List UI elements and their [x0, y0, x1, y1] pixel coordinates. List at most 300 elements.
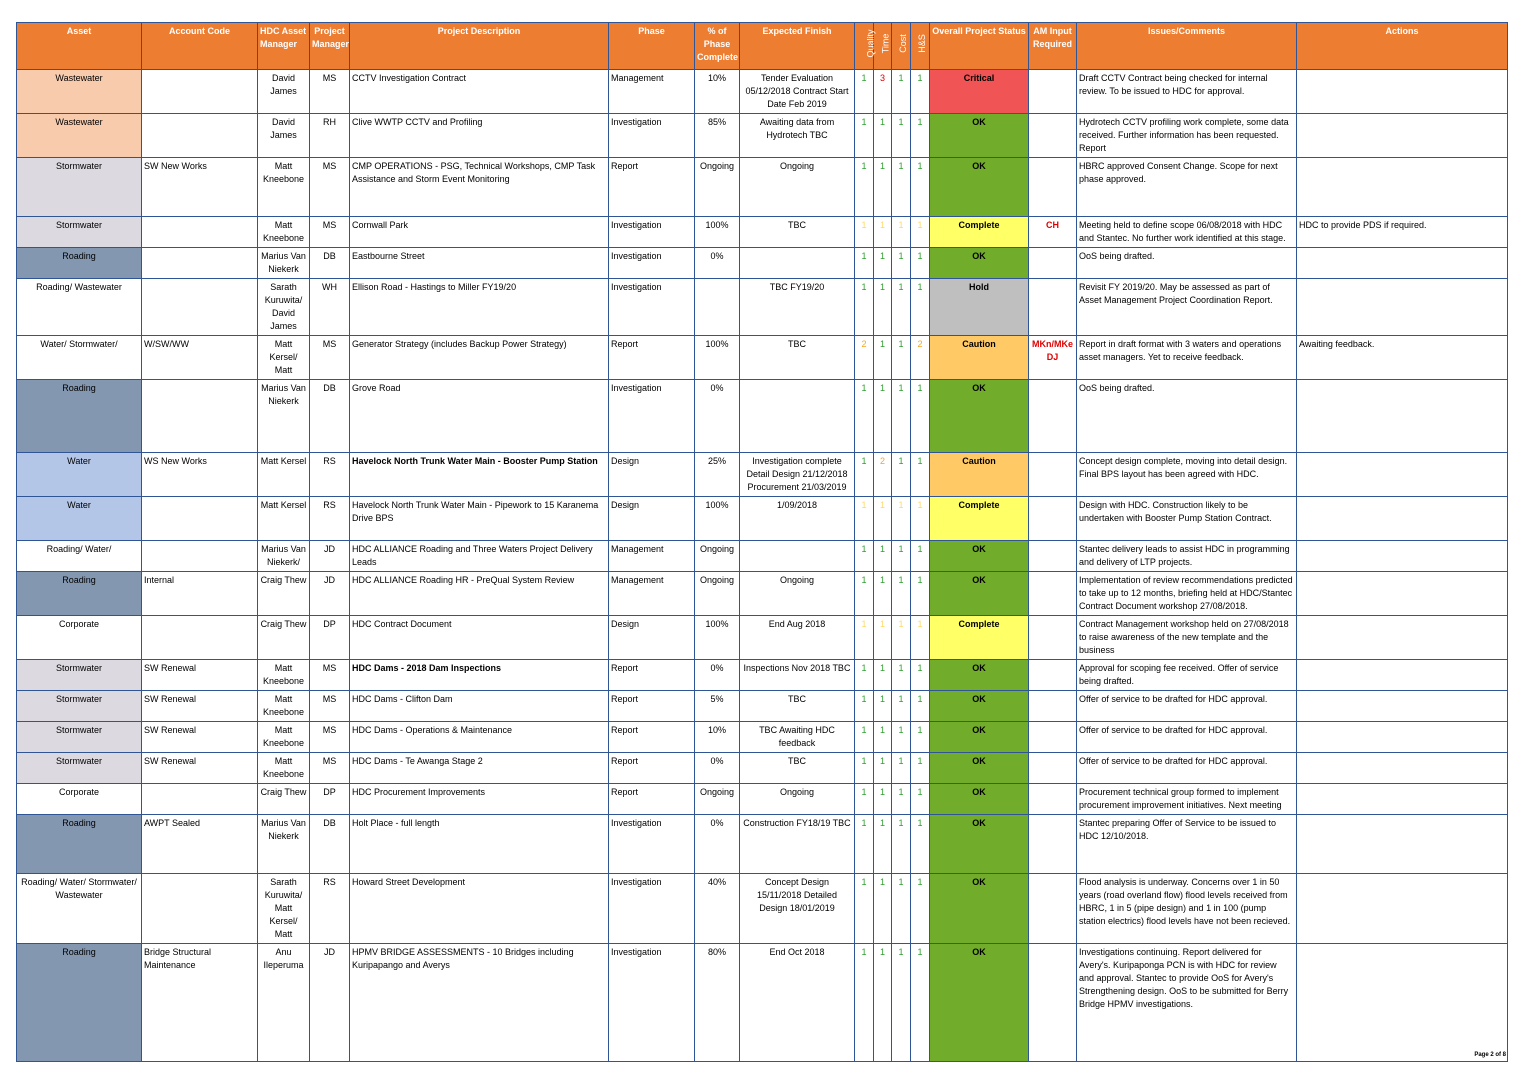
- actions-cell: HDC to provide PDS if required.: [1297, 217, 1508, 248]
- description-cell: HDC Dams - 2018 Dam Inspections: [350, 660, 609, 691]
- hs-indicator: 1: [911, 158, 930, 217]
- actions-cell: [1297, 541, 1508, 572]
- hs-indicator: 1: [911, 616, 930, 660]
- expected-finish-cell: Awaiting data from Hydrotech TBC: [740, 114, 855, 158]
- expected-finish-cell: Ongoing: [740, 784, 855, 815]
- status-cell: OK: [930, 380, 1029, 453]
- am-input-cell: [1029, 784, 1077, 815]
- am-input-cell: [1029, 497, 1077, 541]
- am-input-cell: [1029, 616, 1077, 660]
- actions-cell: [1297, 660, 1508, 691]
- cost-indicator: 1: [892, 616, 911, 660]
- percent-complete-cell: 10%: [695, 722, 740, 753]
- hdc-asset-manager-cell: Matt Kneebone: [258, 753, 310, 784]
- expected-finish-cell: Tender Evaluation 05/12/2018 Contract Start Date Feb 2019: [740, 70, 855, 114]
- actions-cell: [1297, 279, 1508, 336]
- hs-indicator: 1: [911, 497, 930, 541]
- am-input-cell: [1029, 380, 1077, 453]
- actions-cell: [1297, 815, 1508, 874]
- header-expected-finish: Expected Finish: [740, 23, 855, 70]
- percent-complete-cell: 40%: [695, 874, 740, 944]
- phase-cell: Report: [609, 691, 695, 722]
- account-code-cell: SW Renewal: [142, 753, 258, 784]
- table-row: [17, 453, 1508, 497]
- expected-finish-cell: [740, 541, 855, 572]
- expected-finish-cell: Ongoing: [740, 572, 855, 616]
- cost-indicator: 1: [892, 784, 911, 815]
- time-indicator: 1: [874, 572, 892, 616]
- account-code-cell: SW Renewal: [142, 722, 258, 753]
- table-row: [17, 217, 1508, 248]
- quality-indicator: 1: [855, 874, 874, 944]
- header-hdc-asset-manager: HDC Asset Manager: [258, 23, 310, 70]
- status-cell: Caution: [930, 336, 1029, 380]
- account-code-cell: [142, 874, 258, 944]
- account-code-cell: SW Renewal: [142, 691, 258, 722]
- expected-finish-cell: TBC: [740, 753, 855, 784]
- account-code-cell: Bridge Structural Maintenance: [142, 944, 258, 1062]
- hdc-asset-manager-cell: Sarath Kuruwita/ David James: [258, 279, 310, 336]
- quality-indicator: 1: [855, 248, 874, 279]
- asset-cell: Water/ Stormwater/: [17, 336, 142, 380]
- hdc-asset-manager-cell: Sarath Kuruwita/ Matt Kersel/ Matt: [258, 874, 310, 944]
- project-manager-cell: MS: [310, 158, 350, 217]
- project-manager-cell: RS: [310, 874, 350, 944]
- status-cell: OK: [930, 944, 1029, 1062]
- table-row: [17, 815, 1508, 874]
- cost-indicator: 1: [892, 722, 911, 753]
- time-indicator: 1: [874, 753, 892, 784]
- quality-indicator: 1: [855, 616, 874, 660]
- table-row: [17, 572, 1508, 616]
- expected-finish-cell: Investigation complete Detail Design 21/12/2018 Procurement 21/03/2019: [740, 453, 855, 497]
- table-row: [17, 70, 1508, 114]
- am-input-cell: [1029, 815, 1077, 874]
- asset-cell: Roading: [17, 572, 142, 616]
- header-quality: [855, 23, 874, 70]
- hdc-asset-manager-cell: David James: [258, 70, 310, 114]
- status-cell: OK: [930, 660, 1029, 691]
- percent-complete-cell: 0%: [695, 660, 740, 691]
- expected-finish-cell: Construction FY18/19 TBC: [740, 815, 855, 874]
- table-row: [17, 541, 1508, 572]
- issues-cell: Offer of service to be drafted for HDC approval.: [1077, 722, 1297, 753]
- percent-complete-cell: Ongoing: [695, 158, 740, 217]
- expected-finish-cell: TBC: [740, 217, 855, 248]
- description-cell: Ellison Road - Hastings to Miller FY19/20: [350, 279, 609, 336]
- hdc-asset-manager-cell: Marius Van Niekerk/: [258, 541, 310, 572]
- expected-finish-cell: [740, 248, 855, 279]
- hs-indicator: 1: [911, 453, 930, 497]
- quality-indicator: 1: [855, 158, 874, 217]
- project-manager-cell: DP: [310, 616, 350, 660]
- asset-cell: Corporate: [17, 784, 142, 815]
- header-cost-label: Cost: [897, 34, 908, 53]
- header-asset: Asset: [17, 23, 142, 70]
- table-row: [17, 722, 1508, 753]
- hs-indicator: 1: [911, 784, 930, 815]
- header-issues: Issues/Comments: [1077, 23, 1297, 70]
- actions-cell: [1297, 248, 1508, 279]
- cost-indicator: 1: [892, 70, 911, 114]
- table-row: [17, 944, 1508, 1062]
- description-cell: Eastbourne Street: [350, 248, 609, 279]
- quality-indicator: 2: [855, 336, 874, 380]
- description-cell: Havelock North Trunk Water Main - Pipework to 15 Karanema Drive BPS: [350, 497, 609, 541]
- table-row: [17, 336, 1508, 380]
- time-indicator: 1: [874, 815, 892, 874]
- project-manager-cell: DB: [310, 815, 350, 874]
- quality-indicator: 1: [855, 815, 874, 874]
- header-hs: [911, 23, 930, 70]
- account-code-cell: SW Renewal: [142, 660, 258, 691]
- hdc-asset-manager-cell: Marius Van Niekerk: [258, 815, 310, 874]
- project-manager-cell: DB: [310, 380, 350, 453]
- header-hs-label: H&S: [916, 34, 927, 53]
- header-row: [17, 23, 1508, 70]
- issues-cell: Stantec preparing Offer of Service to be issued to HDC 12/10/2018.: [1077, 815, 1297, 874]
- quality-indicator: 1: [855, 572, 874, 616]
- actions-cell: Awaiting feedback.: [1297, 336, 1508, 380]
- issues-cell: Revisit FY 2019/20. May be assessed as part of Asset Management Project Coordination Report.: [1077, 279, 1297, 336]
- hdc-asset-manager-cell: Matt Kneebone: [258, 158, 310, 217]
- cost-indicator: 1: [892, 248, 911, 279]
- status-cell: OK: [930, 815, 1029, 874]
- asset-cell: Roading/ Wastewater: [17, 279, 142, 336]
- percent-complete-cell: 0%: [695, 248, 740, 279]
- expected-finish-cell: TBC: [740, 691, 855, 722]
- am-input-cell: [1029, 572, 1077, 616]
- phase-cell: Report: [609, 660, 695, 691]
- project-manager-cell: MS: [310, 691, 350, 722]
- phase-cell: Investigation: [609, 217, 695, 248]
- time-indicator: 1: [874, 336, 892, 380]
- project-manager-cell: JD: [310, 541, 350, 572]
- expected-finish-cell: TBC FY19/20: [740, 279, 855, 336]
- status-cell: OK: [930, 753, 1029, 784]
- cost-indicator: 1: [892, 380, 911, 453]
- header-time-label: Time: [880, 33, 891, 54]
- time-indicator: 1: [874, 874, 892, 944]
- asset-cell: Stormwater: [17, 158, 142, 217]
- status-cell: OK: [930, 158, 1029, 217]
- issues-cell: OoS being drafted.: [1077, 248, 1297, 279]
- asset-cell: Roading: [17, 248, 142, 279]
- asset-cell: Stormwater: [17, 691, 142, 722]
- quality-indicator: 1: [855, 660, 874, 691]
- hs-indicator: 1: [911, 217, 930, 248]
- percent-complete-cell: 25%: [695, 453, 740, 497]
- header-quality-label: Quality: [865, 29, 876, 58]
- asset-cell: Roading: [17, 944, 142, 1062]
- phase-cell: Design: [609, 497, 695, 541]
- status-cell: Caution: [930, 453, 1029, 497]
- asset-cell: Water: [17, 497, 142, 541]
- actions-cell: [1297, 691, 1508, 722]
- am-input-cell: [1029, 541, 1077, 572]
- actions-cell: [1297, 616, 1508, 660]
- status-cell: OK: [930, 691, 1029, 722]
- description-cell: CCTV Investigation Contract: [350, 70, 609, 114]
- am-input-cell: [1029, 753, 1077, 784]
- issues-cell: HBRC approved Consent Change. Scope for next phase approved.: [1077, 158, 1297, 217]
- phase-cell: Investigation: [609, 874, 695, 944]
- issues-cell: Report in draft format with 3 waters and operations asset managers. Yet to receive feedback.: [1077, 336, 1297, 380]
- percent-complete-cell: Ongoing: [695, 784, 740, 815]
- phase-cell: Investigation: [609, 114, 695, 158]
- phase-cell: Report: [609, 753, 695, 784]
- hs-indicator: 1: [911, 279, 930, 336]
- cost-indicator: 1: [892, 753, 911, 784]
- table-row: [17, 279, 1508, 336]
- hdc-asset-manager-cell: Marius Van Niekerk: [258, 248, 310, 279]
- actions-cell: [1297, 70, 1508, 114]
- hs-indicator: 1: [911, 380, 930, 453]
- cost-indicator: 1: [892, 453, 911, 497]
- hdc-asset-manager-cell: Marius Van Niekerk: [258, 380, 310, 453]
- time-indicator: 1: [874, 248, 892, 279]
- percent-complete-cell: 100%: [695, 217, 740, 248]
- status-cell: Complete: [930, 217, 1029, 248]
- cost-indicator: 1: [892, 572, 911, 616]
- hdc-asset-manager-cell: Matt Kneebone: [258, 691, 310, 722]
- percent-complete-cell: 100%: [695, 616, 740, 660]
- phase-cell: Management: [609, 541, 695, 572]
- cost-indicator: 1: [892, 660, 911, 691]
- status-cell: OK: [930, 784, 1029, 815]
- asset-cell: Wastewater: [17, 114, 142, 158]
- description-cell: Cornwall Park: [350, 217, 609, 248]
- time-indicator: 1: [874, 114, 892, 158]
- asset-cell: Stormwater: [17, 217, 142, 248]
- time-indicator: 1: [874, 380, 892, 453]
- expected-finish-cell: End Oct 2018: [740, 944, 855, 1062]
- quality-indicator: 1: [855, 691, 874, 722]
- phase-cell: Report: [609, 336, 695, 380]
- account-code-cell: [142, 616, 258, 660]
- asset-cell: Roading: [17, 380, 142, 453]
- quality-indicator: 1: [855, 944, 874, 1062]
- hdc-asset-manager-cell: Craig Thew: [258, 616, 310, 660]
- hdc-asset-manager-cell: Matt Kneebone: [258, 722, 310, 753]
- hs-indicator: 1: [911, 944, 930, 1062]
- am-input-cell: [1029, 70, 1077, 114]
- hdc-asset-manager-cell: Matt Kersel: [258, 453, 310, 497]
- phase-cell: Investigation: [609, 248, 695, 279]
- issues-cell: Approval for scoping fee received. Offer of service being drafted.: [1077, 660, 1297, 691]
- hs-indicator: 1: [911, 815, 930, 874]
- account-code-cell: [142, 279, 258, 336]
- account-code-cell: W/SW/WW: [142, 336, 258, 380]
- cost-indicator: 1: [892, 336, 911, 380]
- account-code-cell: WS New Works: [142, 453, 258, 497]
- project-manager-cell: MS: [310, 70, 350, 114]
- time-indicator: 2: [874, 453, 892, 497]
- actions-cell: [1297, 784, 1508, 815]
- issues-cell: Implementation of review recommendations predicted to take up to 12 months, briefing held at HDC/Stantec Contract Document workshop 27/08/2018.: [1077, 572, 1297, 616]
- cost-indicator: 1: [892, 691, 911, 722]
- status-cell: OK: [930, 114, 1029, 158]
- phase-cell: Investigation: [609, 380, 695, 453]
- hs-indicator: 1: [911, 114, 930, 158]
- cost-indicator: 1: [892, 874, 911, 944]
- time-indicator: 1: [874, 279, 892, 336]
- asset-cell: Roading: [17, 815, 142, 874]
- description-cell: HPMV BRIDGE ASSESSMENTS - 10 Bridges including Kuripapango and Averys: [350, 944, 609, 1062]
- project-status-table: [16, 22, 1508, 1062]
- quality-indicator: 1: [855, 497, 874, 541]
- hs-indicator: 1: [911, 874, 930, 944]
- table-row: [17, 497, 1508, 541]
- actions-cell: [1297, 380, 1508, 453]
- cost-indicator: 1: [892, 158, 911, 217]
- description-cell: HDC ALLIANCE Roading HR - PreQual System Review: [350, 572, 609, 616]
- am-input-cell: MKn/MKe DJ: [1029, 336, 1077, 380]
- issues-cell: Concept design complete, moving into detail design. Final BPS layout has been agreed with HDC.: [1077, 453, 1297, 497]
- account-code-cell: [142, 541, 258, 572]
- hs-indicator: 1: [911, 753, 930, 784]
- table-row: [17, 616, 1508, 660]
- cost-indicator: 1: [892, 114, 911, 158]
- hdc-asset-manager-cell: Matt Kersel: [258, 497, 310, 541]
- header-phase: Phase: [609, 23, 695, 70]
- expected-finish-cell: Inspections Nov 2018 TBC: [740, 660, 855, 691]
- hdc-asset-manager-cell: Anu Ileperuma: [258, 944, 310, 1062]
- percent-complete-cell: 85%: [695, 114, 740, 158]
- quality-indicator: 1: [855, 217, 874, 248]
- issues-cell: Offer of service to be drafted for HDC approval.: [1077, 691, 1297, 722]
- asset-cell: Stormwater: [17, 722, 142, 753]
- percent-complete-cell: 0%: [695, 815, 740, 874]
- description-cell: Generator Strategy (includes Backup Power Strategy): [350, 336, 609, 380]
- header-overall-status: Overall Project Status: [930, 23, 1029, 70]
- phase-cell: Investigation: [609, 279, 695, 336]
- description-cell: HDC Dams - Te Awanga Stage 2: [350, 753, 609, 784]
- expected-finish-cell: Ongoing: [740, 158, 855, 217]
- issues-cell: Meeting held to define scope 06/08/2018 with HDC and Stantec. No further work identified at this stage.: [1077, 217, 1297, 248]
- actions-cell: [1297, 158, 1508, 217]
- asset-cell: Roading/ Water/: [17, 541, 142, 572]
- actions-cell: [1297, 572, 1508, 616]
- project-manager-cell: DB: [310, 248, 350, 279]
- project-manager-cell: RH: [310, 114, 350, 158]
- am-input-cell: [1029, 660, 1077, 691]
- table-row: [17, 248, 1508, 279]
- am-input-cell: [1029, 279, 1077, 336]
- issues-cell: Hydrotech CCTV profiling work complete, some data received. Further information has been requested. Report: [1077, 114, 1297, 158]
- header-cost: [892, 23, 911, 70]
- table-row: [17, 874, 1508, 944]
- actions-cell: [1297, 753, 1508, 784]
- header-actions: Actions: [1297, 23, 1508, 70]
- asset-cell: Water: [17, 453, 142, 497]
- account-code-cell: [142, 70, 258, 114]
- table-row: [17, 660, 1508, 691]
- header-account-code: Account Code: [142, 23, 258, 70]
- quality-indicator: 1: [855, 70, 874, 114]
- project-manager-cell: MS: [310, 336, 350, 380]
- account-code-cell: Internal: [142, 572, 258, 616]
- table-row: [17, 753, 1508, 784]
- issues-cell: Design with HDC. Construction likely to be undertaken with Booster Pump Station Contract.: [1077, 497, 1297, 541]
- quality-indicator: 1: [855, 722, 874, 753]
- phase-cell: Investigation: [609, 815, 695, 874]
- percent-complete-cell: 0%: [695, 380, 740, 453]
- status-cell: Complete: [930, 497, 1029, 541]
- table-row: [17, 380, 1508, 453]
- hdc-asset-manager-cell: David James: [258, 114, 310, 158]
- hdc-asset-manager-cell: Matt Kersel/ Matt: [258, 336, 310, 380]
- description-cell: Havelock North Trunk Water Main - Booster Pump Station: [350, 453, 609, 497]
- actions-cell: [1297, 114, 1508, 158]
- header-percent-complete: % of Phase Complete: [695, 23, 740, 70]
- account-code-cell: AWPT Sealed: [142, 815, 258, 874]
- table-row: [17, 114, 1508, 158]
- percent-complete-cell: 80%: [695, 944, 740, 1062]
- hdc-asset-manager-cell: Craig Thew: [258, 572, 310, 616]
- project-manager-cell: MS: [310, 722, 350, 753]
- percent-complete-cell: 10%: [695, 70, 740, 114]
- phase-cell: Report: [609, 722, 695, 753]
- description-cell: HDC ALLIANCE Roading and Three Waters Project Delivery Leads: [350, 541, 609, 572]
- am-input-cell: CH: [1029, 217, 1077, 248]
- issues-cell: Stantec delivery leads to assist HDC in programming and delivery of LTP projects.: [1077, 541, 1297, 572]
- actions-cell: [1297, 453, 1508, 497]
- phase-cell: Report: [609, 784, 695, 815]
- status-cell: OK: [930, 572, 1029, 616]
- phase-cell: Report: [609, 158, 695, 217]
- quality-indicator: 1: [855, 753, 874, 784]
- hdc-asset-manager-cell: Matt Kneebone: [258, 217, 310, 248]
- time-indicator: 1: [874, 660, 892, 691]
- project-manager-cell: DP: [310, 784, 350, 815]
- cost-indicator: 1: [892, 944, 911, 1062]
- percent-complete-cell: Ongoing: [695, 572, 740, 616]
- description-cell: Clive WWTP CCTV and Profiling: [350, 114, 609, 158]
- cost-indicator: 1: [892, 217, 911, 248]
- account-code-cell: [142, 497, 258, 541]
- hs-indicator: 1: [911, 572, 930, 616]
- quality-indicator: 1: [855, 380, 874, 453]
- hdc-asset-manager-cell: Craig Thew: [258, 784, 310, 815]
- time-indicator: 3: [874, 70, 892, 114]
- hs-indicator: 1: [911, 541, 930, 572]
- project-manager-cell: JD: [310, 944, 350, 1062]
- time-indicator: 1: [874, 217, 892, 248]
- am-input-cell: [1029, 874, 1077, 944]
- expected-finish-cell: [740, 380, 855, 453]
- status-cell: Hold: [930, 279, 1029, 336]
- project-manager-cell: RS: [310, 497, 350, 541]
- quality-indicator: 1: [855, 279, 874, 336]
- expected-finish-cell: Concept Design 15/11/2018 Detailed Design 18/01/2019: [740, 874, 855, 944]
- cost-indicator: 1: [892, 497, 911, 541]
- header-am-input: AM Input Required: [1029, 23, 1077, 70]
- phase-cell: Design: [609, 616, 695, 660]
- am-input-cell: [1029, 722, 1077, 753]
- project-manager-cell: JD: [310, 572, 350, 616]
- status-cell: Complete: [930, 616, 1029, 660]
- description-cell: HDC Procurement Improvements: [350, 784, 609, 815]
- am-input-cell: [1029, 158, 1077, 217]
- project-manager-cell: RS: [310, 453, 350, 497]
- hs-indicator: 2: [911, 336, 930, 380]
- issues-cell: Contract Management workshop held on 27/08/2018 to raise awareness of the new template and the business: [1077, 616, 1297, 660]
- project-manager-cell: MS: [310, 753, 350, 784]
- am-input-cell: [1029, 944, 1077, 1062]
- hs-indicator: 1: [911, 70, 930, 114]
- hs-indicator: 1: [911, 691, 930, 722]
